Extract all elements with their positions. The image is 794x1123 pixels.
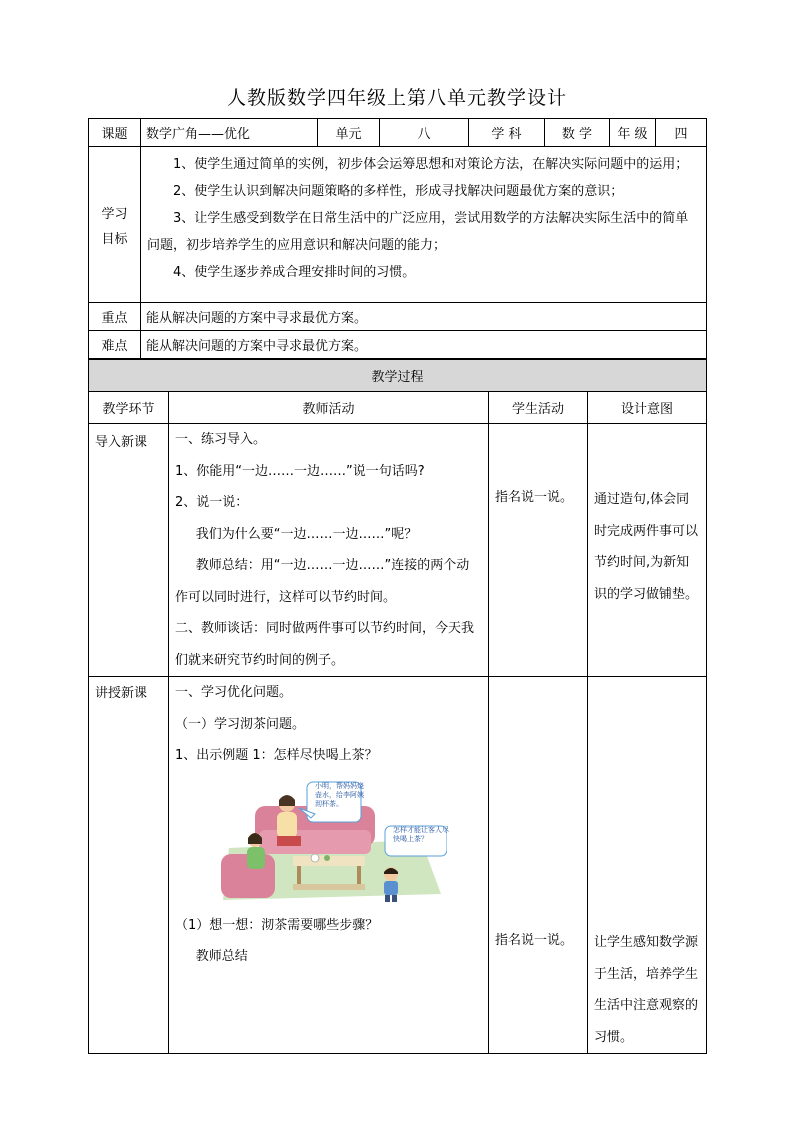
unit-label: 单元	[318, 119, 380, 147]
unit-value: 八	[380, 119, 469, 147]
subject-label: 学 科	[469, 119, 545, 147]
col-student-header: 学生活动	[489, 392, 588, 424]
topic-value: 数学广角——优化	[141, 119, 318, 147]
objectives-label	[89, 147, 141, 303]
difficulty-value: 能从解决问题的方案中寻求最优方案。	[141, 331, 707, 359]
mother-speech-bubble: 小明，帮妈妈烧壶水，给李阿姨沏杯茶。	[315, 781, 364, 808]
boy-speech-bubble: 怎样才能让客人尽快喝上茶？	[393, 825, 449, 843]
design-intent-new-lesson: 让学生感知数学源于生活，培养学生生活中注意观察的习惯。	[588, 677, 707, 1054]
lesson-info-table	[88, 118, 707, 359]
stage-intro: 导入新课	[89, 424, 169, 677]
document-title: 人教版数学四年级上第八单元教学设计	[226, 87, 567, 109]
teacher-line: 一、学习优化问题。	[175, 685, 293, 700]
teacher-activity-intro	[169, 424, 489, 677]
teacher-line: 1、出示例题 1：怎样尽快喝上茶？	[175, 748, 378, 763]
teacher-line: 1、你能用“一边……一边……”说一句话吗?	[175, 463, 425, 479]
teacher-line: 2、说一说：	[175, 495, 249, 510]
key-point-label: 重点	[89, 303, 141, 331]
objective-item: 3、让学生感受到数学在日常生活中的广泛应用，尝试用数学的方法解决实际生活中的简单问题，初步培养学生的应用意识和解决问题的能力；	[147, 211, 689, 253]
objectives-label-line2: 目标	[101, 231, 128, 247]
objectives-label-line1: 学习	[101, 206, 128, 222]
teacher-line: 我们为什么要“一边……一边……”呢？	[195, 526, 418, 542]
objective-item: 4、使学生逐步养成合理安排时间的习惯。	[173, 265, 416, 280]
teacher-activity-new-lesson	[169, 677, 489, 1054]
process-title: 教学过程	[89, 360, 707, 392]
subject-value: 数 学	[545, 119, 610, 147]
teacher-line: 一、练习导入。	[175, 432, 267, 447]
teacher-line: （1）想一想：沏茶需要哪些步骤？	[175, 917, 379, 933]
student-activity-new-lesson: 指名说一说。	[489, 677, 588, 1054]
col-intent-header: 设计意图	[588, 392, 707, 424]
topic-label: 课题	[89, 119, 141, 147]
col-stage-header: 教学环节	[89, 392, 169, 424]
col-teacher-header: 教师活动	[169, 392, 489, 424]
difficulty-label: 难点	[89, 331, 141, 359]
teaching-process-table	[88, 359, 707, 1054]
objective-item: 1、使学生通过简单的实例，初步体会运筹思想和对策论方法，在解决实际问题中的运用；	[173, 157, 689, 172]
grade-value: 四	[656, 119, 707, 147]
grade-label: 年 级	[610, 119, 656, 147]
objectives-content	[141, 147, 707, 303]
teacher-line: 二、教师谈话：同时做两件事可以节约时间，今天我们就来研究节约时间的例子。	[175, 621, 475, 668]
stage-new-lesson: 讲授新课	[89, 677, 169, 1054]
student-activity-intro: 指名说一说。	[489, 424, 588, 677]
design-intent-intro: 通过造句,体会同时完成两件事可以节约时间,为新知识的学习做铺垫。	[588, 424, 707, 677]
objective-item: 2、使学生认识到解决问题策略的多样性，形成寻找解决问题最优方案的意识；	[173, 184, 624, 199]
teacher-line: 教师总结：用“一边……一边……”连接的两个动作可以同时进行，这样可以节约时间。	[175, 558, 470, 605]
teacher-line: 教师总结	[195, 949, 248, 964]
teacher-line: （一）学习沏茶问题。	[175, 716, 306, 732]
key-point-value: 能从解决问题的方案中寻求最优方案。	[141, 303, 707, 331]
